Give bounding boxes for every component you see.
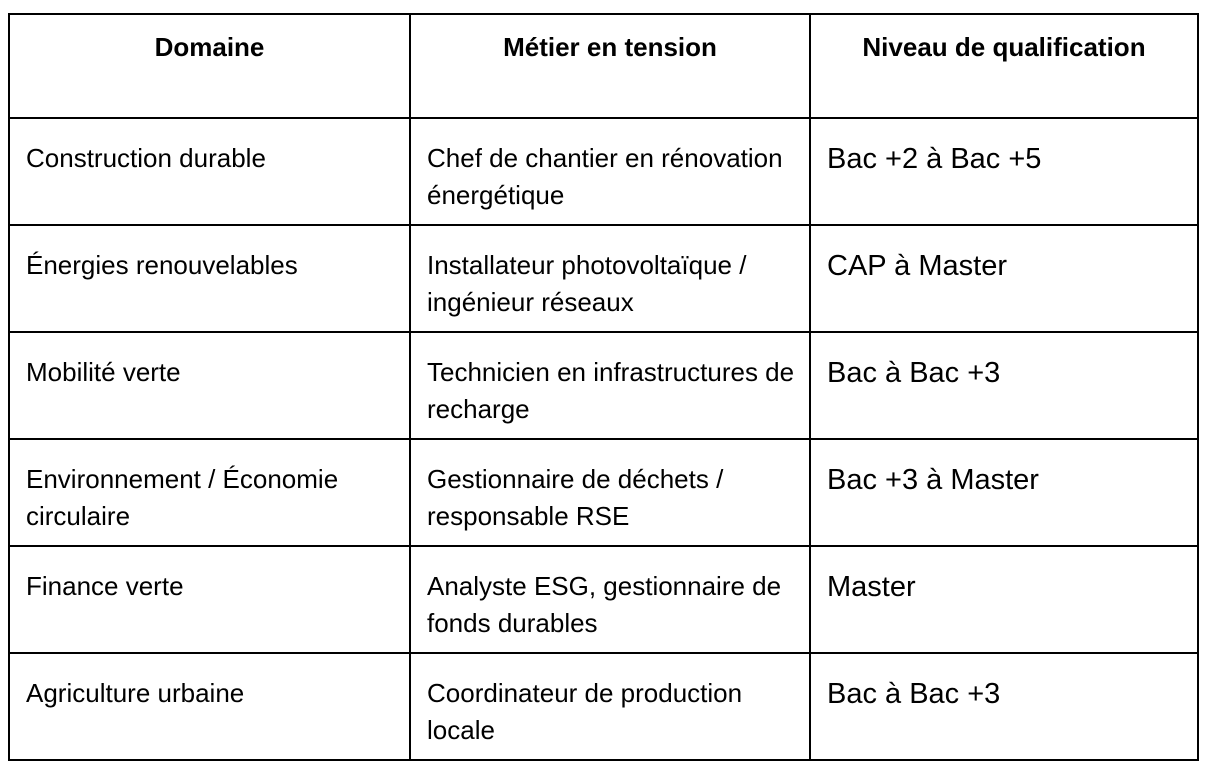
cell-domaine: Mobilité verte (9, 332, 410, 439)
table-header (9, 14, 1198, 118)
cell-domaine: Environnement / Économie circulaire (9, 439, 410, 546)
cell-domaine: Agriculture urbaine (9, 653, 410, 760)
cell-domaine: Finance verte (9, 546, 410, 653)
cell-domaine: Construction durable (9, 118, 410, 225)
cell-niveau: Bac à Bac +3 (810, 653, 1198, 760)
cell-metier: Analyste ESG, gestionnaire de fonds durables (410, 546, 810, 653)
header-niveau: Niveau de qualification (810, 14, 1198, 118)
table-row (9, 118, 1198, 225)
table-row (9, 653, 1198, 760)
header-metier: Métier en tension (410, 14, 810, 118)
cell-niveau: Master (810, 546, 1198, 653)
header-row (9, 14, 1198, 118)
cell-metier: Chef de chantier en rénovation énergétique (410, 118, 810, 225)
table-row (9, 332, 1198, 439)
cell-niveau: CAP à Master (810, 225, 1198, 332)
jobs-table (8, 13, 1199, 761)
table-row (9, 546, 1198, 653)
cell-domaine: Énergies renouvelables (9, 225, 410, 332)
cell-metier: Technicien en infrastructures de recharge (410, 332, 810, 439)
table-row (9, 225, 1198, 332)
cell-niveau: Bac à Bac +3 (810, 332, 1198, 439)
cell-metier: Gestionnaire de déchets / responsable RSE (410, 439, 810, 546)
cell-metier: Coordinateur de production locale (410, 653, 810, 760)
cell-metier: Installateur photovoltaïque / ingénieur réseaux (410, 225, 810, 332)
cell-niveau: Bac +3 à Master (810, 439, 1198, 546)
table-row (9, 439, 1198, 546)
cell-niveau: Bac +2 à Bac +5 (810, 118, 1198, 225)
header-domaine: Domaine (9, 14, 410, 118)
table-body (9, 118, 1198, 760)
